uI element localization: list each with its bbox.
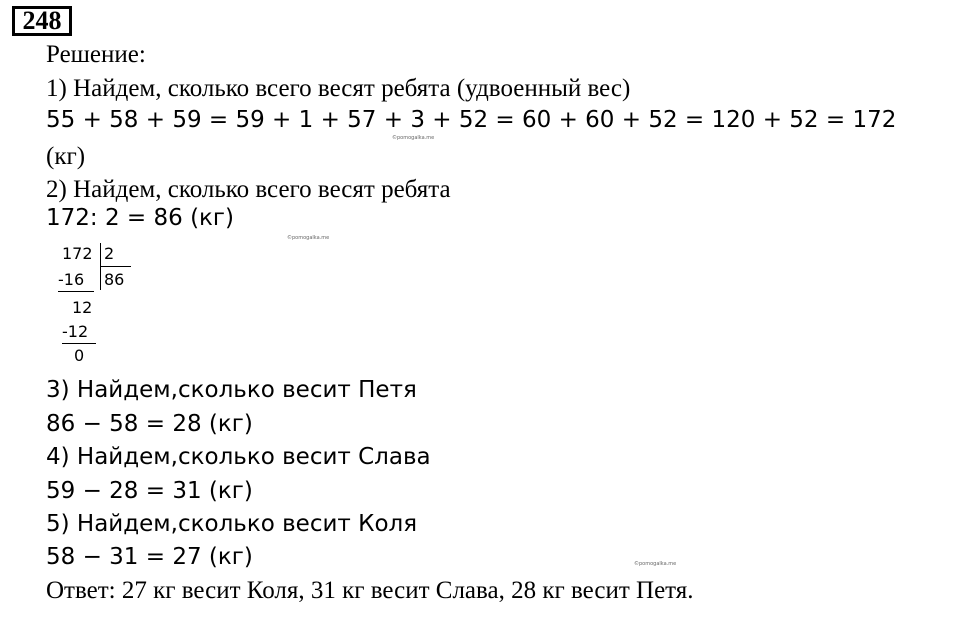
division-dividend: 172 xyxy=(62,244,93,263)
division-quotient-line xyxy=(101,266,131,267)
problem-number: 248 xyxy=(12,6,72,36)
step3-expression: 86 − 58 = 28 (кг) xyxy=(46,411,253,437)
step1-title: 1) Найдем, сколько всего весят ребята (удвоенный вес) xyxy=(46,75,631,102)
watermark: ©pomogalka.me xyxy=(287,235,330,241)
division-result: 0 xyxy=(74,346,85,365)
step2-title: 2) Найдем, сколько всего весят ребята xyxy=(46,176,451,203)
step5-title: 5) Найдем,сколько весит Коля xyxy=(46,511,418,537)
step4-expression: 59 − 28 = 31 (кг) xyxy=(46,478,253,504)
division-remainder-1: 12 xyxy=(72,298,93,317)
watermark: ©pomogalka.me xyxy=(634,561,677,567)
division-underline-1 xyxy=(58,291,94,292)
solution-heading: Решение: xyxy=(46,41,146,68)
division-subtract-1: -16 xyxy=(58,270,85,289)
step2-expression: 172: 2 = 86 (кг) xyxy=(46,205,234,231)
division-quotient: 86 xyxy=(104,270,125,289)
division-underline-2 xyxy=(62,343,96,344)
answer-text: Ответ: 27 кг весит Коля, 31 кг весит Слава, 28 кг весит Петя. xyxy=(46,577,694,604)
division-divisor: 2 xyxy=(104,244,115,263)
division-subtract-2: -12 xyxy=(62,322,89,341)
step1-expression: 55 + 58 + 59 = 59 + 1 + 57 + 3 + 52 = 60 + 60 + 52 = 120 + 52 = 172 xyxy=(46,107,897,133)
step5-expression: 58 − 31 = 27 (кг) xyxy=(46,544,253,570)
watermark: ©pomogalka.me xyxy=(392,135,435,141)
step1-unit: (кг) xyxy=(46,143,86,170)
step3-title: 3) Найдем,сколько весит Петя xyxy=(46,377,417,403)
step4-title: 4) Найдем,сколько весит Слава xyxy=(46,444,431,470)
